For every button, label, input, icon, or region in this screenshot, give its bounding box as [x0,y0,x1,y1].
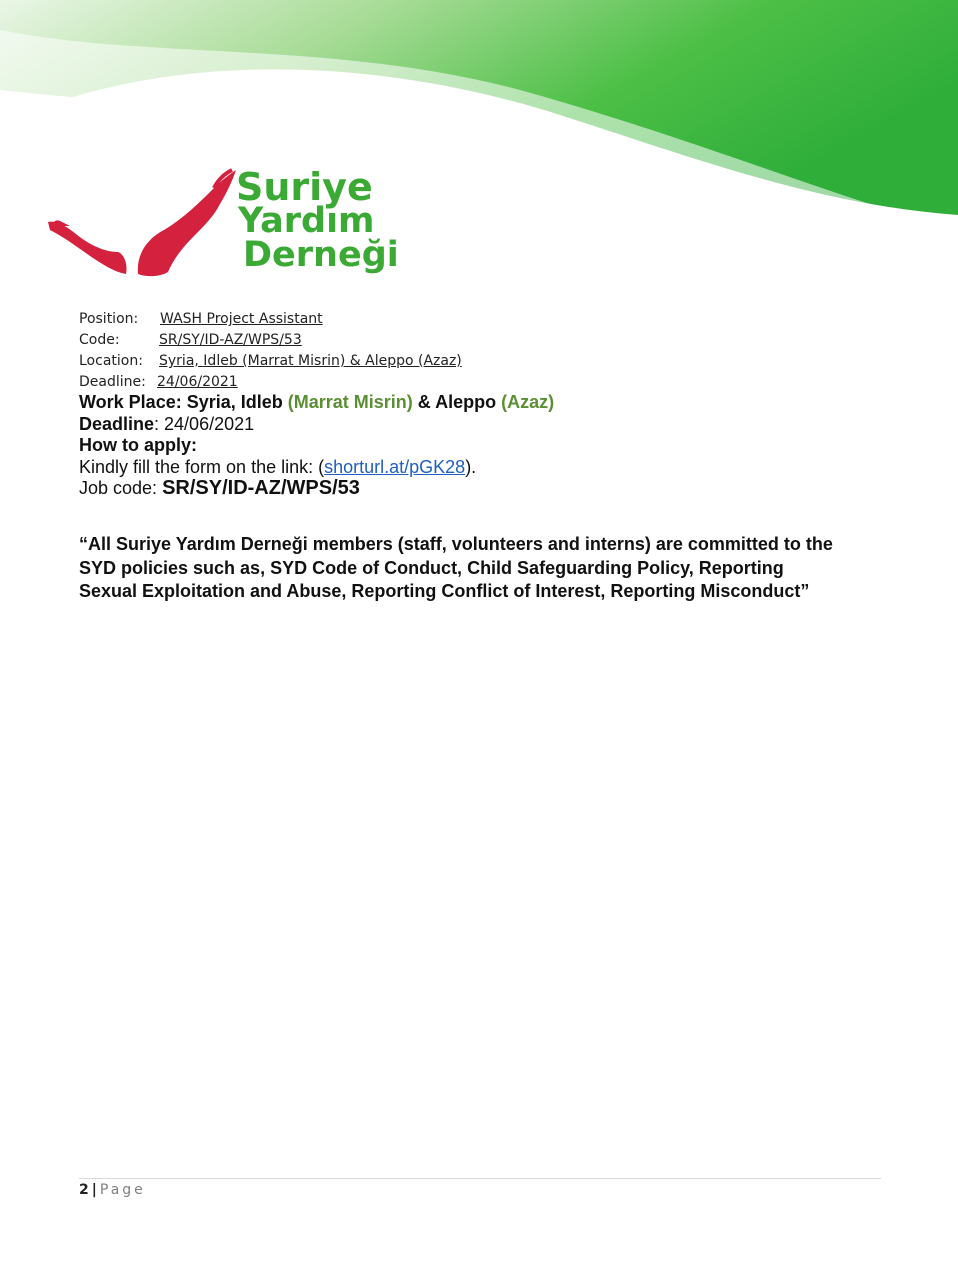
meta-location-label: Location: [79,353,143,369]
work-place-area-2: (Azaz) [501,392,555,412]
page-label: Page [99,1182,146,1198]
deadline-line [79,414,899,436]
deadline-value: : 24/06/2021 [154,413,255,434]
page-number: 2 [79,1182,89,1198]
job-details-block [79,392,899,500]
meta-position-value: WASH Project Assistant [160,311,323,327]
work-place-label: Work Place: Syria, Idleb [79,392,288,412]
logo-text-suriye: Suriye [236,165,373,209]
work-place-line [79,392,899,414]
work-place-mid: & Aleppo [412,392,502,412]
apply-text-before: Kindly fill the form on the link: ( [79,456,325,477]
page-separator: | [91,1182,97,1198]
quote-line-1: “All Suriye Yardım Derneği members (staff, volunteers and interns) are committed to the [79,534,833,554]
page-footer [79,1182,146,1198]
job-code-line [79,478,899,500]
apply-instructions-line [79,457,899,479]
meta-location-value: Syria, Idleb (Marrat Misrin) & Aleppo (Azaz) [159,353,462,369]
meta-location-row [79,351,462,372]
meta-code-row [79,330,302,351]
job-code-label: Job code: [79,478,163,498]
meta-position-row [79,309,323,330]
footer-divider [79,1178,881,1179]
deadline-label: Deadline [79,413,155,434]
work-place-area-1: (Marrat Misrin) [287,392,413,412]
policy-commitment-quote [79,533,889,604]
meta-code-label: Code: [79,332,120,348]
meta-code-value: SR/SY/ID-AZ/WPS/53 [159,332,302,348]
quote-line-3: Sexual Exploitation and Abuse, Reporting Conflict of Interest, Reporting Misconduct” [79,581,810,601]
meta-deadline-value: 24/06/2021 [157,374,238,390]
meta-deadline-label: Deadline: [79,374,146,390]
apply-form-link[interactable]: shorturl.at/pGK28 [324,456,466,477]
quote-line-2: SYD policies such as, SYD Code of Conduct, Child Safeguarding Policy, Reporting [79,557,784,578]
meta-deadline-row [79,372,238,393]
apply-text-after: ). [465,456,477,477]
how-to-apply-heading: How to apply: [79,435,197,455]
logo-text-yardim: Yardım [238,201,375,241]
meta-position-label: Position: [79,311,139,327]
job-code-value: SR/SY/ID-AZ/WPS/53 [162,477,360,499]
logo-text-dernegi: Derneği [243,235,399,275]
job-meta-block [79,309,462,393]
